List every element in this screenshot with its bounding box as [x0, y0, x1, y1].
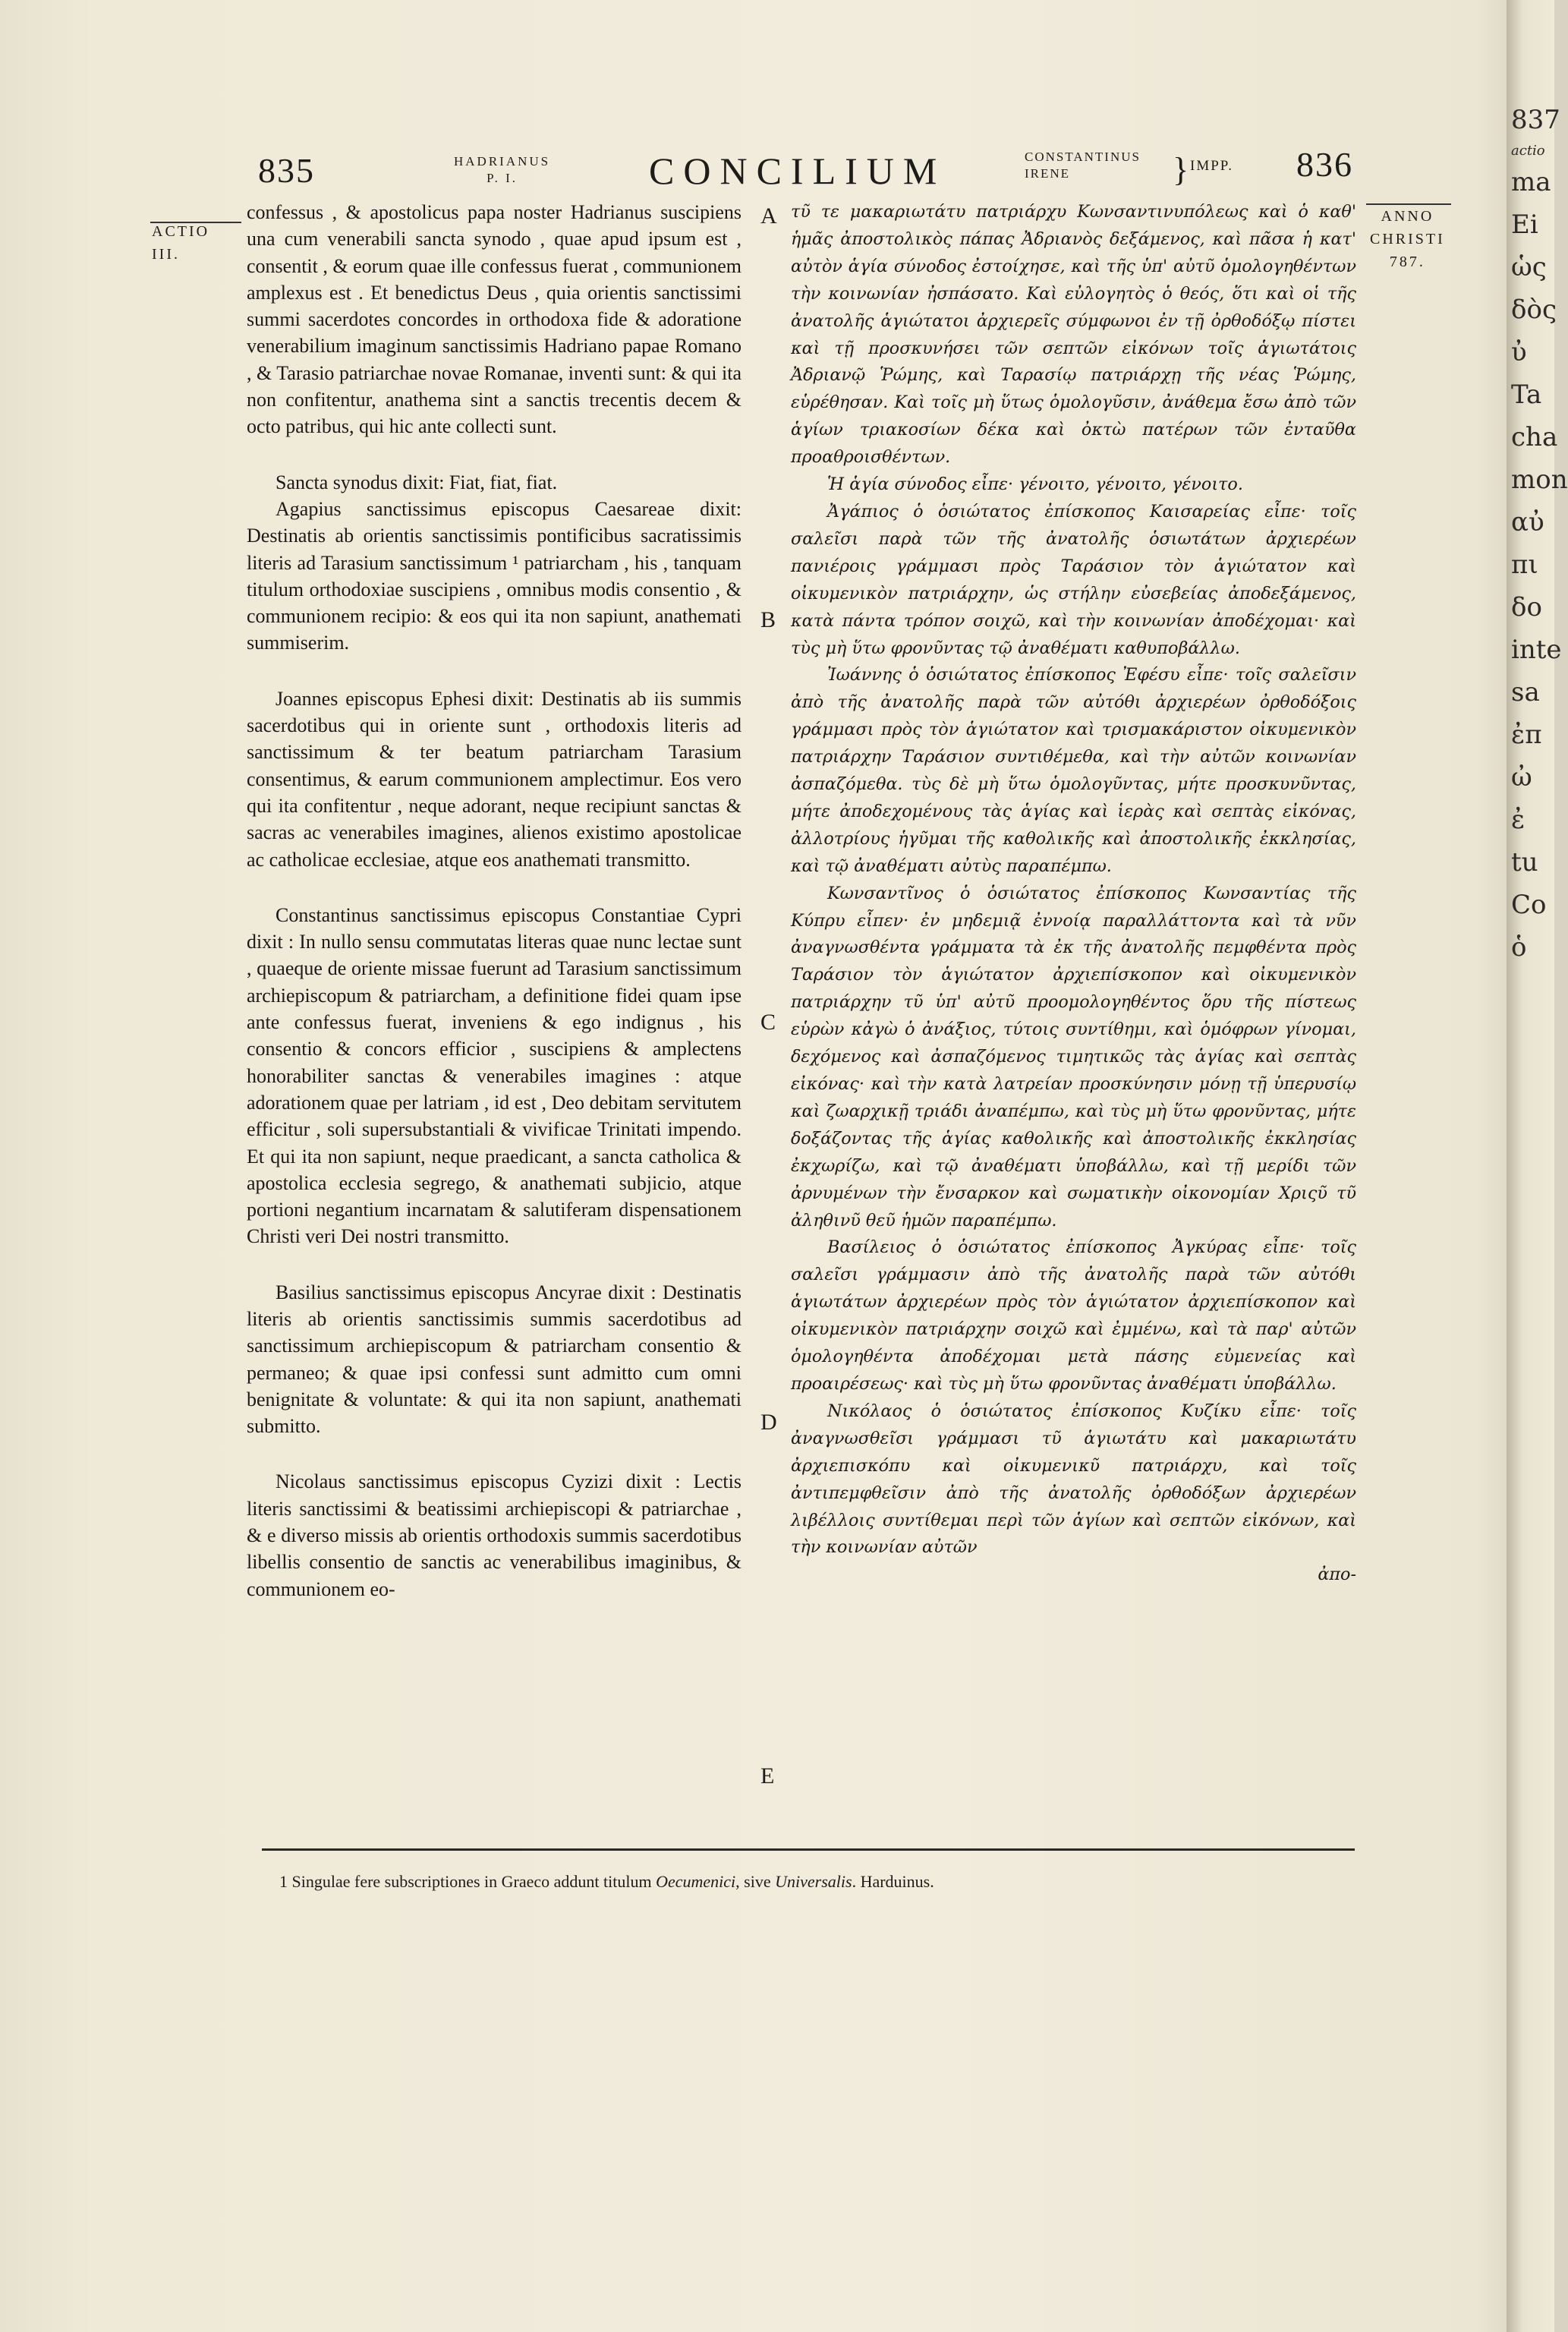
- running-head-brace: }: [1173, 151, 1189, 188]
- adjacent-page-fragment: ὠ: [1511, 762, 1532, 793]
- section-letter-a: A: [760, 203, 777, 228]
- greek-column: [791, 199, 1356, 1589]
- adjacent-page-fragment: δο: [1511, 592, 1542, 622]
- latin-paragraph: Joannes episcopus Ephesi dixit: Destinatis ab iis summis sacerdotibus qui in oriente sunt , orthodoxis literis ad sanctissimum & ter beatum patriarcham Tarasium consentimus, & earum communionem amplectimur. Eos vero qui ita confitentur , neque adorant, neque recipiunt sanctas & sacras ac venerabiles imagines, alienos existimo apostolicae ac catholicae ecclesiae, atque eos anathemati transmitto.: [247, 687, 741, 871]
- greek-paragraph: Ἀγάπιος ὁ ὁσιώτατος ἐπίσκοπος Καισαρείας εἶπε· τοῖς σαλεῖσι παρὰ τῶν τῆς ἀνατολῆς ὁσιωτάτων ἀρχιερέων πανιέροις γράμμασι πρὸς Ταράσιον τὸν ἁγιώτατον καὶ οἰκυμενικὸν πατριάρχην, ὡς στήλην εὐσεβείας ἀποδεξάμενος, κατὰ πάντα τρόπον σοιχῶ, καὶ τὴν κοινωνίαν ἀποδέχομαι· καὶ τὺς μὴ ὕτω φρονῦντας τῷ ἀναθέματι καθυποβάλλω.: [791, 501, 1356, 658]
- adjacent-page-fragment: Co: [1511, 890, 1547, 920]
- margin-anno: [1370, 205, 1445, 273]
- adjacent-page-fragment: ma: [1511, 167, 1551, 197]
- page-number-right: 836: [1296, 145, 1353, 184]
- running-head-emperors: [1025, 149, 1141, 182]
- adjacent-page-fragment: inte: [1511, 635, 1562, 665]
- running-head-hadrianus-title: P. I.: [486, 171, 518, 185]
- adjacent-page-edge: [1507, 0, 1568, 2332]
- margin-actio: [152, 220, 209, 266]
- running-head-constantinus: CONSTANTINUS: [1025, 150, 1141, 164]
- adjacent-page-fragment: ὡς: [1511, 252, 1547, 282]
- section-letter-b: B: [760, 607, 776, 632]
- margin-actio-number: III.: [152, 246, 180, 263]
- section-letter-e: E: [760, 1763, 775, 1788]
- latin-paragraph: Basilius sanctissimus episcopus Ancyrae dixit : Destinatis literis ab orientis sanctissimis summis sacerdotibus ad sanctissimum archiepiscopum & patriarcham consentio & permaneo; & quae ipsi confessi sunt admitto cum omni benignitate & voluntate: & qui ita non sapiunt, anathemati submitto.: [247, 1281, 741, 1438]
- adjacent-page-fragment: ὁ: [1511, 932, 1527, 963]
- adjacent-page-fragment: Ei: [1511, 210, 1538, 240]
- footnote: [279, 1872, 1357, 1892]
- greek-paragraph: τῦ τε μακαριωτάτυ πατριάρχυ Κωνσαντινυπόλεως καὶ ὁ καθ' ἡμᾶς ἀποστολικὸς πάπας Ἀδριανὸς δεξάμενος, καὶ πᾶσα ἡ κατ' αὐτὸν ἁγία σύνοδος ἐστοίχησε, καὶ τῆς ὑπ' αὐτῦ ὁμολογηθέντων τὴν κοινωνίαν ἠσπάσατο. Καὶ εὐλογητὸς ὁ θεός, ὅτι καὶ οἱ τῆς ἀνατολῆς ἁγιώτατοι ἀρχιερεῖς σύμφωνοι ἐν τῇ ὀρθοδόξῳ πίστει καὶ τῇ προσκυνήσει τῶν σεπτῶν εἰκόνων τοῖς ἁγιωτάτοις Ἀδριανῷ Ῥώμης, καὶ Ταρασίῳ πατριάρχῃ τῆς νέας Ῥώμης, εὑρέθησαν. Καὶ τοῖς μὴ ὕτως ὁμολογῦσιν, ἀνάθεμα ἔσω ἀπὸ τῶν ἁγίων τριακοσίων δέκα καὶ ὀκτὼ πατέρων τῶν ἐνταῦθα προαθροισθέντων.: [791, 202, 1356, 468]
- adjacent-page-fragment: actio: [1511, 143, 1545, 159]
- adjacent-page-fragments: [1511, 99, 1568, 969]
- margin-actio-label: ACTIO: [152, 223, 210, 240]
- footnote-rule: [262, 1848, 1355, 1851]
- greek-catchword: ἀπο-: [1318, 1565, 1356, 1585]
- greek-paragraph: Βασίλειος ὁ ὁσιώτατος ἐπίσκοπος Ἀγκύρας εἶπε· τοῖς σαλεῖσι γράμμασιν ἀπὸ τῆς ἀνατολῆς παρὰ τῶν αὐτόθι ἁγιωτάτων ἀρχιερέων πρὸς τὸν ἁγιώτατον ἀρχιεπίσκοπον καὶ οἰκυμενικὸν πατριάρχην σοιχῶ καὶ ἐμμένω, καὶ τὰ παρ' αὐτῶν ὁμολογηθέντα ἀποδέχομαι μετὰ πάσης εὐμενείας καὶ προαιρέσεως· καὶ τὺς μὴ ὕτω φρονῦντας ἀναθέματι ὑποβάλλω.: [791, 1237, 1356, 1394]
- greek-paragraph: Ἡ ἁγία σύνοδος εἶπε· γένοιτο, γένοιτο, γένοιτο.: [827, 474, 1243, 495]
- greek-paragraph: Νικόλαος ὁ ὁσιώτατος ἐπίσκοπος Κυζίκυ εἶπε· τοῖς ἀναγνωσθεῖσι γράμμασι τῦ ἁγιωτάτυ καὶ μακαριωτάτυ ἀρχιεπισκόπυ καὶ οἰκυμενικῦ πατριάρχυ, καὶ τοῖς ἀντιπεμφθεῖσιν ἀπὸ τῆς ἀνατολῆς ὀρθοδόξων ἀρχιερέων λιβέλλοις συντίθεμαι περὶ τῶν ἁγίων καὶ σεπτῶν εἰκόνων, καὶ τὴν κοινωνίαν αὐτῶν: [791, 1401, 1356, 1558]
- adjacent-page-fragment: ἐ: [1511, 805, 1525, 835]
- latin-paragraph: Sancta synodus dixit: Fiat, fiat, fiat.: [276, 471, 558, 493]
- greek-paragraph: Κωνσαντῖνος ὁ ὁσιώτατος ἐπίσκοπος Κωνσαντίας τῆς Κύπρυ εἶπεν· ἐν μηδεμιᾷ ἐννοίᾳ παραλλάττοντα καὶ τὰ νῦν ἀναγνωσθέντα γράμματα τὰ ἐκ τῆς ἀνατολῆς πεμφθέντα πρὸς Ταράσιον τὸν ἁγιώτατον ἀρχιεπίσκοπον καὶ οἰκυμενικὸν πατριάρχην τῦ ὑπ' αὐτῦ προομολογηθέντος ὅρυ τῆς πίστεως εὑρὼν κἀγὼ ὁ ἀνάξιος, τύτοις συντίθημι, καὶ ὁμόφρων γίνομαι, δεχόμενος καὶ ἀσπαζόμενος τιμητικῶς τὰς ἁγίας καὶ σεπτὰς εἰκόνας· καὶ τὴν κατὰ λατρείαν προσκύνησιν μόνῃ τῇ ὑπερυσίῳ καὶ ζωαρχικῇ τριάδι ἀναπέμπω, καὶ τὺς μὴ ὕτω φρονῦντας, μήτε δοξάζοντας τῆς ἁγίας καθολικῆς καὶ ἀποστολικῆς ἐκκλησίας ἐκχωρίζω, καὶ τῷ ἀναθέματι ὑποβάλλω, καὶ τῇ μερίδι τῶν ἀρνυμένων τὴν ἔνσαρκον καὶ σωματικὴν οἰκονομίαν Χριςῦ τῦ ἀληθινῦ θεῦ ἡμῶν παραπέμπω.: [791, 883, 1356, 1231]
- footnote-mark: 1: [279, 1872, 288, 1891]
- adjacent-page-fragment: mon: [1511, 465, 1568, 495]
- adjacent-page-fragment: 837: [1511, 105, 1560, 135]
- running-head-impp: IMPP.: [1190, 158, 1233, 174]
- running-head-hadrianus-name: HADRIANUS: [454, 154, 551, 169]
- section-letter-c: C: [760, 1010, 776, 1035]
- latin-paragraph: confessus , & apostolicus papa noster Hadrianus suscipiens una cum venerabili sancta synodo , quae apud ipsum est , consentit , & eorum quae ille confessus fuerat , communionem amplexus est . Et benedictus Deus , quia orientis sanctissimi summi sacerdotes concordes in orthodoxa fide & adoratione venerabilium imaginum sanctissimis Hadriano papae Romano , & Tarasio patriarchae novae Romanae, inventi sunt: & qui ita non confitentur, anathema sint a sanctis trecentis decem & octo patribus, qui hic ante collecti sunt.: [247, 201, 741, 438]
- footnote-text-a: Singulae fere subscriptiones in Graeco addunt titulum: [291, 1872, 652, 1891]
- margin-anno-label: ANNO: [1381, 208, 1434, 225]
- adjacent-page-fragment: sa: [1511, 677, 1540, 707]
- running-head-title: CONCILIUM: [649, 150, 946, 192]
- latin-paragraph: Constantinus sanctissimus episcopus Constantiae Cypri dixit : In nullo sensu commutatas literas quae nunc lectae sunt , quaeque de oriente missae fuerunt ad Tarasium sanctissimum archiepiscopum & patriarcham, a definitione fidei quam ipse ante confessus fuerat, inveniens & ego indignus , his consentio & concors efficior , suscipiens & amplectens honorabiliter sanctas & venerabiles imagines : atque adorationem quae per latriam , id est , Deo debitam servitutem efficitur , soli supersubstantiali & vivificae Trinitati impendo. Et qui ita non sapiunt, neque praedicant, a sancta catholica & apostolica ecclesia segrego, & anathemati subjicio, atque portioni negantium incarnatam & salutiferam dispensationem Christi veri Dei nostri transmitto.: [247, 903, 741, 1248]
- adjacent-page-fragment: δὸς: [1511, 295, 1557, 325]
- margin-anno-christi: CHRISTI: [1370, 231, 1445, 247]
- margin-anno-year: 787.: [1389, 254, 1425, 270]
- footnote-text-c: . Harduinus.: [852, 1872, 934, 1891]
- footnote-universalis: Universalis: [775, 1872, 852, 1891]
- adjacent-page-fragment: αὐ: [1511, 507, 1544, 537]
- adjacent-page-fragment: cha: [1511, 422, 1558, 452]
- latin-column: [247, 199, 741, 1631]
- footnote-text-b: , sive: [735, 1872, 771, 1891]
- greek-paragraph: Ἰωάννης ὁ ὁσιώτατος ἐπίσκοπος Ἐφέσυ εἶπε· τοῖς σαλεῖσιν ἀπὸ τῆς ἀνατολῆς παρὰ τῶν αὐτόθι ἀρχιερέων ὀρθοδόξοις γράμμασι πρὸς τὸν ἁγιώτατον καὶ τρισμακάριστον οἰκυμενικὸν πατριάρχην Ταράσιον συντιθέμεθα, καὶ τὴν αὐτῶν κοινωνίαν ἀσπαζόμεθα. τὺς δὲ μὴ ὕτω ὁμολογῦντας, μήτε προσκυνῦντας, μήτε ἀποδεχομένους τὰς ἁγίας καὶ ἱερὰς καὶ σεπτὰς εἰκόνας, ἀλλοτρίους ἡγῦμαι τῆς καθολικῆς καὶ ἀποστολικῆς ἐκκλησίας, καὶ τῷ ἀναθέματι αὐτὺς παραπέμπω.: [791, 665, 1356, 876]
- running-head-irene: IRENE: [1025, 166, 1071, 181]
- footnote-oecumenici: Oecumenici: [656, 1872, 736, 1891]
- section-letter-d: D: [760, 1410, 777, 1435]
- adjacent-page-fragment: ὐ: [1511, 337, 1527, 367]
- adjacent-page-fragment: ἐπ: [1511, 720, 1542, 750]
- adjacent-page-fragment: tu: [1511, 847, 1538, 878]
- latin-paragraph: Agapius sanctissimus episcopus Caesareae dixit: Destinatis ab orientis sanctissimis pontificibus sacratissimis literis ad Tarasium sanctissimum ¹ patriarcham , his , tanquam titulum orthodoxiae suscipiens , omnibus modis consentio , & communionem recipio: & eos qui ita non sapiunt, anathemati summiserim.: [247, 497, 741, 654]
- running-head-hadrianus: [454, 153, 550, 187]
- adjacent-page-fragment: πι: [1511, 550, 1538, 580]
- page-number-left: 835: [258, 151, 315, 190]
- adjacent-page-fragment: Ta: [1511, 380, 1542, 410]
- latin-paragraph: Nicolaus sanctissimus episcopus Cyzizi dixit : Lectis literis sanctissimi & beatissimi archiepiscopi & patriarchae , & e diverso missis ab orientis orthodoxis summis sacerdotibus libellis consentio de sanctis ac venerabilibus imaginibus, & communionem eo-: [247, 1470, 741, 1600]
